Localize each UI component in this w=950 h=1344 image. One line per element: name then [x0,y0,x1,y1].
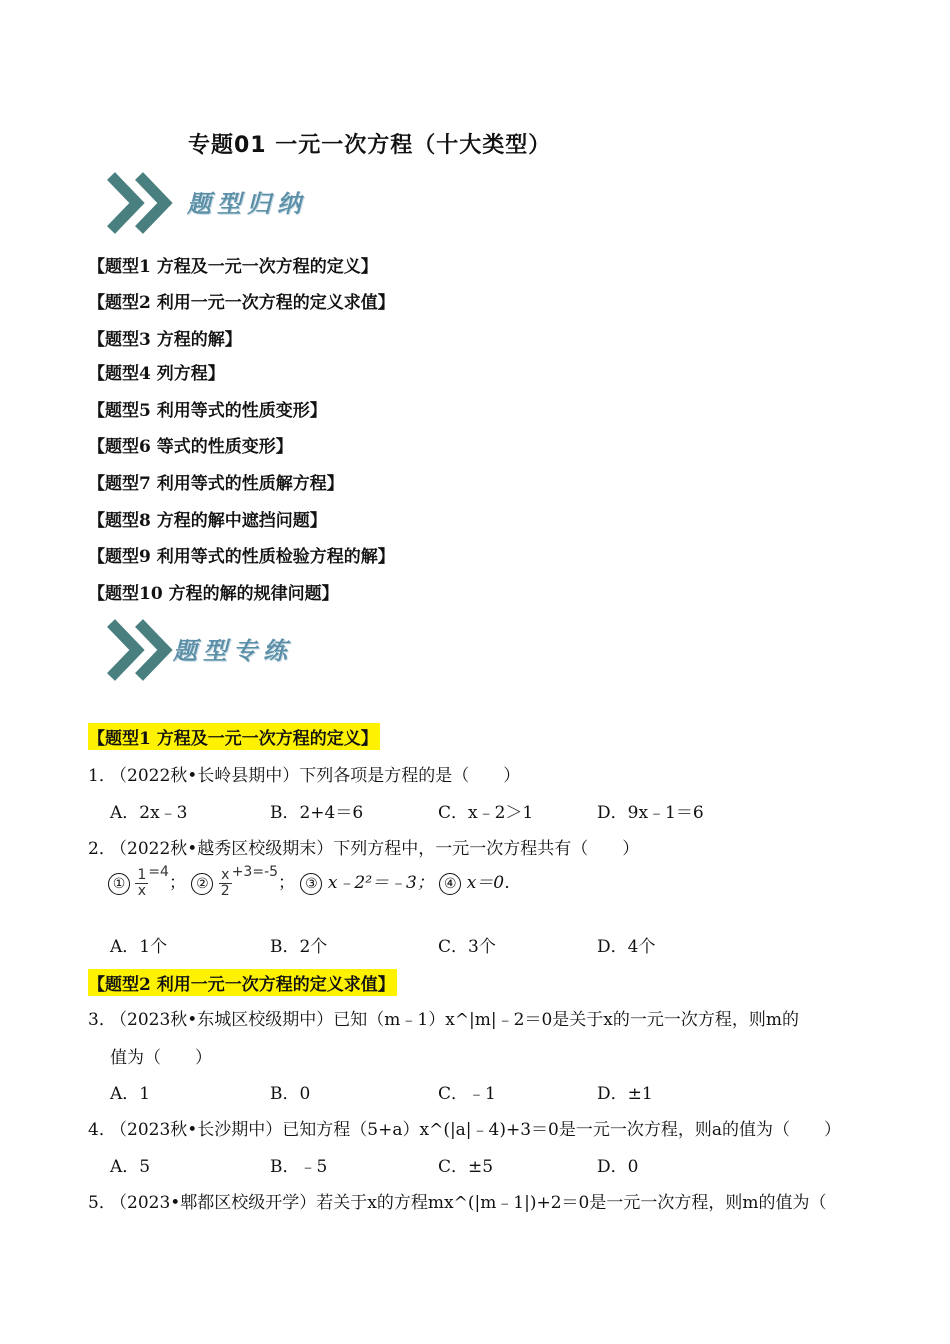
option-b[interactable]: B．0 [270,1084,311,1104]
banner-practice-text: 题型专练 [173,636,293,665]
circled-number-1: ① [108,873,130,895]
equation-3: x﹣2²＝﹣3； [327,873,434,893]
question-3-options [110,1079,830,1103]
section-heading-1: 【题型1 方程及一元一次方程的定义】 [88,723,380,750]
toc-item-1[interactable]: 【题型1 方程及一元一次方程的定义】 [88,257,378,277]
question-text: （2022秋•长岭县期中）下列各项是方程的是（ ） [110,766,521,786]
toc-item-8[interactable]: 【题型8 方程的解中遮挡问题】 [88,511,327,531]
option-c[interactable]: C．﹣1 [438,1084,496,1104]
toc-item-3[interactable]: 【题型3 方程的解】 [88,330,242,350]
option-c[interactable]: C．3个 [438,937,496,957]
option-d[interactable]: D．±1 [597,1084,653,1104]
option-c[interactable]: C．±5 [438,1157,494,1177]
question-1-options [110,798,830,822]
toc-item-10[interactable]: 【题型10 方程的解的规律问题】 [88,584,339,604]
question-text: （2023秋•长沙期中）已知方程（5+a）x^(|a|﹣4)+3＝0是一元一次方程，则a的值为（ ） [110,1120,841,1140]
question-text: （2023•郫都区校级开学）若关于x的方程mx^(|m﹣1|)+2＝0是一元一次方程，则m的值为（ [110,1193,827,1213]
section-heading-2: 【题型2 利用一元一次方程的定义求值】 [88,969,397,996]
question-5 [88,1188,826,1213]
option-a[interactable]: A．1 [110,1084,151,1104]
page-title: 专题01 一元一次方程（十大类型） [188,133,552,158]
option-d[interactable]: D．0 [597,1157,639,1177]
question-number: 2． [88,839,116,859]
circled-number-2: ② [191,873,213,895]
question-4-options [110,1152,830,1176]
option-b[interactable]: B．﹣5 [270,1157,328,1177]
toc-item-9[interactable]: 【题型9 利用等式的性质检验方程的解】 [88,547,395,567]
option-b[interactable]: B．2+4＝6 [270,803,364,823]
toc-item-7[interactable]: 【题型7 利用等式的性质解方程】 [88,474,344,494]
question-number: 5． [88,1193,116,1213]
option-a[interactable]: A．1个 [110,937,168,957]
option-d[interactable]: D．9x﹣1＝6 [597,803,704,823]
question-number: 4． [88,1120,116,1140]
banner-summary [105,170,335,236]
question-number: 1． [88,766,116,786]
toc-item-2[interactable]: 【题型2 利用一元一次方程的定义求值】 [88,293,395,313]
option-b[interactable]: B．2个 [270,937,328,957]
option-d[interactable]: D．4个 [597,937,656,957]
question-2 [88,834,639,859]
double-chevron-icon [105,170,185,236]
circled-number-3: ③ [300,873,322,895]
option-c[interactable]: C．x﹣2＞1 [438,803,534,823]
question-number: 3． [88,1010,116,1030]
question-text: （2023秋•东城区校级期中）已知（m﹣1）x^|m|﹣2＝0是关于x的一元一次方程，则m的 [110,1010,799,1030]
question-4 [88,1115,841,1140]
banner-practice [105,617,335,683]
question-text: （2022秋•越秀区校级期末）下列方程中，一元一次方程共有（ ） [110,839,640,859]
question-2-options [110,932,830,956]
question-3-continued: 值为（ ） [110,1048,212,1068]
question-2-equations: ① $\frac{1}{x}$ =4； ② $\frac{x}{2}$ +3=-5； ③ x﹣2²＝﹣3； ④ x＝0． [108,868,808,916]
banner-summary-text: 题型归纳 [187,189,307,218]
fraction-1: $\frac{1}{x}$ [137,867,147,899]
circled-number-4: ④ [439,873,461,895]
toc-item-6[interactable]: 【题型6 等式的性质变形】 [88,437,293,457]
question-3 [88,1005,799,1030]
toc-item-5[interactable]: 【题型5 利用等式的性质变形】 [88,401,327,421]
question-1 [88,761,520,786]
equation-4: x＝0． [466,873,522,893]
toc-item-4[interactable]: 【题型4 列方程】 [88,364,225,384]
fraction-2: $\frac{x}{2}$ [220,867,230,899]
option-a[interactable]: A．5 [110,1157,151,1177]
option-a[interactable]: A．2x﹣3 [110,803,188,823]
